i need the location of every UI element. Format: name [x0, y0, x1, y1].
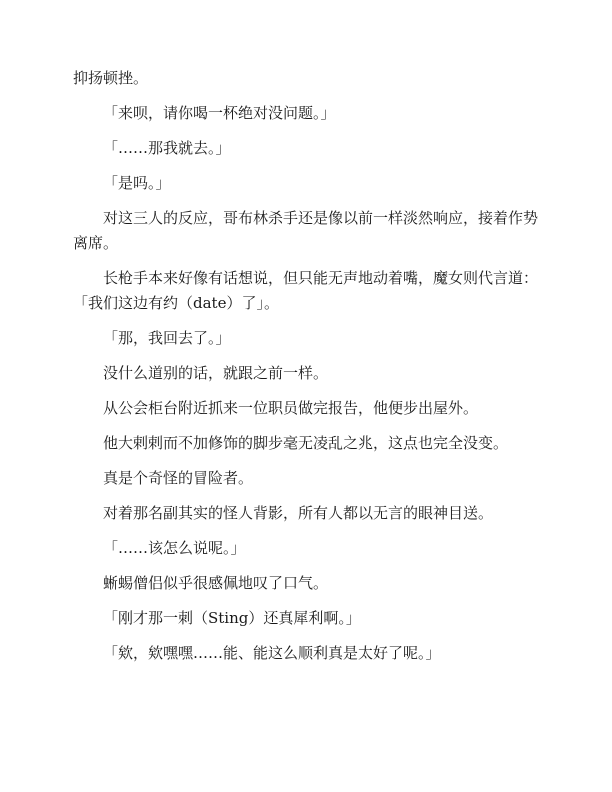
paragraph: 他大剌剌而不加修饰的脚步毫无凌乱之兆，这点也完全没变。 — [103, 434, 509, 452]
paragraph: 「是吗。」 — [103, 174, 171, 192]
paragraph: 「……该怎么说呢。」 — [103, 539, 246, 557]
paragraph: 长枪手本来好像有话想说，但只能无声地动着嘴，魔女则代言道：「我们这边有约（date）了」。 — [73, 269, 539, 312]
paragraph: 「来呗，请你喝一杯绝对没问题。」 — [103, 104, 336, 122]
paragraph: 「刚才那一刺（Sting）还真犀利啊。」 — [103, 609, 361, 627]
paragraph: 抑扬顿挫。 — [73, 69, 149, 87]
paragraph: 「欸，欸嘿嘿……能、能这么顺利真是太好了呢。」 — [103, 644, 441, 662]
paragraph: 对着那名副其实的怪人背影，所有人都以无言的眼神目送。 — [103, 504, 494, 522]
paragraph: 没什么道别的话，就跟之前一样。 — [103, 364, 329, 382]
paragraph: 真是个奇怪的冒险者。 — [103, 469, 254, 487]
paragraph: 「那，我回去了。」 — [103, 329, 231, 347]
paragraph: 蜥蜴僧侣似乎很感佩地叹了口气。 — [103, 574, 329, 592]
paragraph: 对这三人的反应，哥布林杀手还是像以前一样淡然响应，接着作势离席。 — [73, 209, 539, 252]
body-text — [73, 66, 543, 676]
paragraph: 「……那我就去。」 — [103, 139, 231, 157]
paragraph: 从公会柜台附近抓来一位职员做完报告，他便步出屋外。 — [103, 399, 479, 417]
